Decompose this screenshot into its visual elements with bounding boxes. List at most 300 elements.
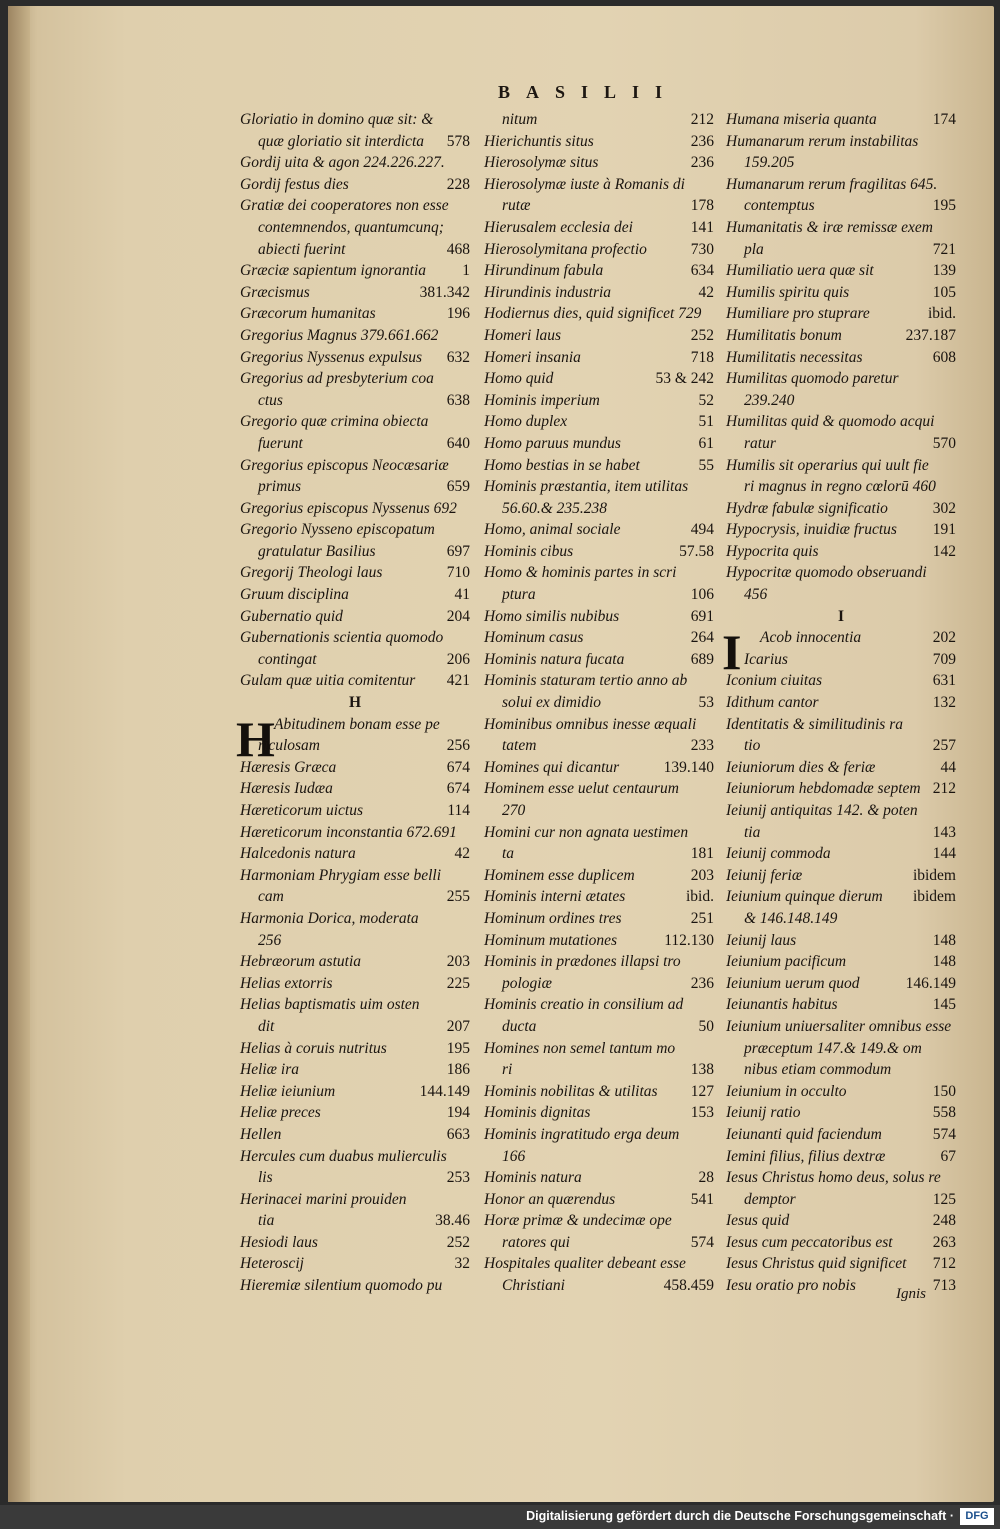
entry-page-number: 41	[454, 586, 470, 604]
entry-page-number: ibidem	[912, 888, 956, 906]
entry-text: H	[348, 694, 362, 712]
index-entry	[484, 282, 714, 304]
index-entry	[240, 649, 470, 671]
index-entry	[240, 195, 470, 217]
index-entry	[726, 865, 956, 887]
entry-text: Hypocritæ quomodo obseruandi	[726, 564, 927, 582]
entry-text: Iemini filius, filius dextræ	[726, 1147, 886, 1165]
index-entry	[484, 455, 714, 477]
entry-page-number: 42	[454, 845, 470, 863]
entry-page-number: 631	[932, 672, 956, 690]
index-entry	[240, 778, 470, 800]
entry-text: Halcedonis natura	[240, 845, 356, 863]
entry-text: Hierosolymæ iuste à Romanis di	[484, 175, 685, 193]
entry-text: Hospitales qualiter debeant esse	[484, 1255, 686, 1273]
entry-page-number: 194	[446, 1104, 470, 1122]
entry-text: Hercules cum duabus mulierculis	[240, 1147, 447, 1165]
entry-text: Helias à coruis nutritus	[240, 1039, 387, 1057]
entry-page-number: 203	[446, 953, 470, 971]
index-entry	[726, 411, 956, 433]
entry-text: Ieiunium pacificum	[726, 953, 847, 971]
index-entry	[484, 822, 714, 844]
index-entry	[484, 670, 714, 692]
index-entry	[726, 951, 956, 973]
entry-page-number: 256	[446, 737, 470, 755]
entry-text: Horæ primæ & undecimæ ope	[484, 1212, 672, 1230]
index-entry	[726, 1210, 956, 1232]
entry-page-number: 148	[932, 931, 956, 949]
entry-text: cam	[258, 888, 284, 906]
entry-text: fuerunt	[258, 434, 303, 452]
entry-page-number: 381.342	[419, 283, 470, 301]
index-entry	[726, 1167, 956, 1189]
entry-text: Gloriatio in domino quæ sit: &	[240, 111, 434, 128]
index-entry	[726, 1102, 956, 1124]
index-entry	[484, 152, 714, 174]
entry-page-number: 127	[690, 1082, 714, 1100]
index-column-2	[484, 109, 714, 1297]
entry-page-number: 541	[690, 1190, 714, 1208]
entry-text: Ieiunium uerum quod	[726, 974, 860, 992]
index-entry	[484, 239, 714, 261]
index-entry	[484, 800, 714, 822]
index-entry	[240, 843, 470, 865]
entry-text: Hirundinum fabula	[484, 262, 604, 280]
entry-page-number: 663	[446, 1125, 470, 1143]
entry-text: Gordij uita & agon 224.226.227.	[240, 154, 445, 172]
index-entry	[726, 714, 956, 736]
entry-text: Heliæ preces	[240, 1104, 321, 1122]
entry-text: Hominis creatio in consilium ad	[484, 996, 684, 1014]
entry-text: Humilitatis necessitas	[726, 348, 863, 366]
entry-text: Identitatis & similitudinis ra	[726, 715, 903, 733]
index-entry	[484, 735, 714, 757]
index-entry	[240, 411, 470, 433]
index-entry	[484, 973, 714, 995]
entry-page-number: 640	[446, 434, 470, 452]
index-entry	[726, 908, 956, 930]
entry-text: Gregorio quæ crimina obiecta	[240, 413, 429, 431]
index-entry	[726, 239, 956, 261]
entry-text: Græciæ sapientum ignorantia	[240, 262, 427, 280]
entry-text: 159.205	[744, 154, 795, 172]
entry-text: Homeri insania	[484, 348, 581, 366]
entry-text: Iesus Christus homo deus, solus re	[726, 1169, 941, 1187]
index-entry	[726, 174, 956, 196]
entry-page-number: 178	[690, 197, 714, 215]
index-entry	[484, 1038, 714, 1060]
entry-page-number: 632	[446, 348, 470, 366]
index-entry	[726, 1124, 956, 1146]
index-entry	[726, 1253, 956, 1275]
book-page	[8, 6, 994, 1502]
index-entry	[484, 1253, 714, 1275]
index-entry	[726, 886, 956, 908]
index-entry	[484, 1210, 714, 1232]
index-entry	[484, 1167, 714, 1189]
entry-page-number: 38.46	[435, 1212, 470, 1230]
entry-page-number: 1	[462, 262, 470, 280]
index-entry	[484, 498, 714, 520]
entry-text: Heteroscij	[240, 1255, 304, 1273]
entry-text: Harmoniam Phrygiam esse belli	[240, 866, 442, 884]
index-entry	[726, 131, 956, 153]
entry-page-number: 196	[446, 305, 470, 323]
entry-page-number: 139	[932, 262, 956, 280]
index-entry	[726, 519, 956, 541]
index-entry	[484, 368, 714, 390]
entry-page-number: 236	[690, 154, 714, 172]
entry-page-number: 691	[690, 607, 714, 625]
entry-text: Humanitatis & iræ remissæ exem	[726, 218, 933, 236]
index-entry	[484, 519, 714, 541]
index-entry	[240, 1189, 470, 1211]
entry-page-number: 141	[690, 218, 714, 236]
index-entry	[484, 260, 714, 282]
index-entry	[726, 649, 956, 671]
entry-page-number: 112.130	[664, 931, 714, 949]
entry-text: Heliæ ira	[240, 1061, 299, 1079]
entry-text: Hominis cibus	[484, 542, 574, 560]
entry-text: Humanarum rerum fragilitas 645.	[726, 175, 938, 193]
entry-text: Hominis imperium	[484, 391, 600, 409]
index-entry	[484, 951, 714, 973]
index-entry	[240, 109, 470, 131]
entry-page-number: 206	[446, 650, 470, 668]
entry-page-number: 148	[932, 953, 956, 971]
entry-text: Hebræorum astutia	[240, 953, 361, 971]
entry-text: contemnendos, quantumcunq;	[258, 218, 444, 236]
index-entry	[240, 973, 470, 995]
entry-page-number: 53	[698, 694, 714, 712]
entry-text: præceptum 147.& 149.& om	[744, 1039, 922, 1057]
index-entry	[240, 670, 470, 692]
entry-text: Hominem esse duplicem	[484, 866, 635, 884]
entry-page-number: 558	[932, 1104, 956, 1122]
entry-text: Hæreticorum inconstantia 672.691	[240, 823, 457, 841]
entry-text: Humiliare pro stuprare	[726, 305, 870, 323]
entry-text: Hirundinis industria	[484, 283, 612, 301]
entry-text: Hominem esse uelut centaurum	[484, 780, 679, 798]
entry-page-number: 142	[932, 542, 956, 560]
index-entry	[240, 1210, 470, 1232]
entry-text: Gregorius episcopus Neocæsariæ	[240, 456, 449, 474]
entry-text: Gubernationis scientia quomodo	[240, 629, 444, 647]
entry-page-number: 32	[454, 1255, 470, 1273]
footer-credit: Digitalisierung gefördert durch die Deutsche Forschungsgemeinschaft ·	[526, 1509, 954, 1523]
index-entry	[240, 1081, 470, 1103]
entry-text: Ieiunium quinque dierum	[726, 888, 883, 906]
entry-page-number: 150	[932, 1082, 956, 1100]
entry-page-number: 252	[446, 1233, 470, 1251]
entry-text: Humiliatio uera quæ sit	[726, 262, 874, 280]
entry-text: Gregorius ad presbyterium coa	[240, 370, 434, 388]
entry-page-number: 202	[932, 629, 956, 647]
entry-text: tia	[258, 1212, 275, 1230]
index-entry	[484, 476, 714, 498]
page-gutter-edge	[8, 6, 30, 1502]
entry-page-number: 28	[698, 1169, 714, 1187]
entry-text: Humilitatis bonum	[726, 326, 842, 344]
entry-text: Helias baptismatis uim osten	[240, 996, 420, 1014]
index-entry	[726, 735, 956, 757]
index-entry	[484, 1124, 714, 1146]
entry-page-number: 634	[690, 262, 714, 280]
index-entry	[726, 1081, 956, 1103]
index-entry	[240, 951, 470, 973]
index-entry	[240, 930, 470, 952]
entry-page-number: 57.58	[679, 542, 714, 560]
entry-text: Gregorio Nysseno episcopatum	[240, 521, 435, 539]
entry-page-number: 181	[690, 845, 714, 863]
index-entry	[726, 973, 956, 995]
entry-text: contemptus	[744, 197, 815, 215]
index-entry	[240, 1253, 470, 1275]
index-entry	[726, 368, 956, 390]
entry-page-number: 144	[932, 845, 956, 863]
entry-text: nitum	[502, 111, 538, 128]
entry-text: contingat	[258, 650, 317, 668]
index-entry	[726, 195, 956, 217]
footer-bar	[0, 1505, 1000, 1529]
entry-text: Hominis natura	[484, 1169, 582, 1187]
entry-page-number: 255	[446, 888, 470, 906]
entry-text: Homeri laus	[484, 326, 562, 344]
entry-text: Ieiunij commoda	[726, 845, 831, 863]
entry-page-number: 713	[932, 1277, 956, 1295]
entry-page-number: 125	[932, 1190, 956, 1208]
index-entry	[484, 1016, 714, 1038]
index-entry	[240, 433, 470, 455]
entry-text: Gregorius Nyssenus expulsus	[240, 348, 422, 366]
index-entry	[240, 239, 470, 261]
index-entry	[484, 1081, 714, 1103]
entry-page-number: 212	[690, 111, 714, 128]
entry-page-number: 146.149	[905, 974, 956, 992]
entry-text: & 146.148.149	[744, 909, 838, 927]
index-entry	[726, 455, 956, 477]
entry-page-number: 689	[690, 650, 714, 668]
index-entry	[240, 1059, 470, 1081]
entry-text: ta	[502, 845, 515, 863]
entry-text: Hominis natura fucata	[484, 650, 625, 668]
index-entry	[484, 195, 714, 217]
index-entry	[240, 390, 470, 412]
entry-text: Herinacei marini prouiden	[240, 1190, 407, 1208]
entry-page-number: ibidem	[912, 866, 956, 884]
index-entry	[726, 1146, 956, 1168]
entry-text: nibus etiam commodum	[744, 1061, 892, 1079]
index-entry	[484, 1189, 714, 1211]
index-entry	[240, 1167, 470, 1189]
index-entry	[484, 303, 714, 325]
index-entry	[726, 1189, 956, 1211]
index-entry	[484, 131, 714, 153]
entry-page-number: 61	[698, 434, 714, 452]
entry-page-number: 578	[446, 132, 470, 150]
entry-text: Ieiunium in occulto	[726, 1082, 847, 1100]
index-entry	[240, 174, 470, 196]
entry-text: tatem	[502, 737, 537, 755]
index-entry	[484, 649, 714, 671]
entry-page-number: 574	[690, 1233, 714, 1251]
index-entry	[240, 1102, 470, 1124]
index-entry	[484, 1275, 714, 1297]
entry-page-number: 570	[932, 434, 956, 452]
entry-text: 166	[502, 1147, 526, 1165]
entry-text: Iesu oratio pro nobis	[726, 1277, 856, 1295]
entry-text: Hominis nobilitas & utilitas	[484, 1082, 658, 1100]
entry-text: Homines qui dicantur	[484, 758, 620, 776]
entry-text: Homini cur non agnata uestimen	[484, 823, 689, 841]
entry-page-number: 730	[690, 240, 714, 258]
entry-text: quæ gloriatio sit interdicta	[258, 132, 425, 150]
index-entry	[240, 908, 470, 930]
index-entry	[240, 303, 470, 325]
index-entry	[726, 1016, 956, 1038]
index-entry	[484, 714, 714, 736]
entry-page-number: 114	[447, 802, 470, 819]
entry-text: Ieiuniorum hebdomadæ septem	[726, 780, 921, 798]
entry-text: Idithum cantor	[726, 694, 819, 712]
index-entry	[240, 822, 470, 844]
drop-cap: H	[236, 710, 275, 767]
entry-page-number: 494	[690, 521, 714, 539]
entry-text: Harmonia Dorica, moderata	[240, 909, 419, 927]
index-entry	[484, 433, 714, 455]
entry-page-number: ibid.	[928, 305, 956, 323]
entry-page-number: 421	[446, 672, 470, 690]
entry-page-number: ibid.	[686, 888, 714, 906]
entry-text: ri magnus in regno cœlorū 460	[744, 478, 936, 496]
entry-text: Homo duplex	[484, 413, 568, 431]
entry-text: Hellen	[240, 1125, 282, 1143]
entry-text: Homo, animal sociale	[484, 521, 621, 539]
entry-page-number: 143	[932, 823, 956, 841]
entry-page-number: 257	[932, 737, 956, 755]
index-entry	[240, 519, 470, 541]
entry-page-number: 263	[932, 1233, 956, 1251]
index-entry	[240, 476, 470, 498]
entry-text: Hominum mutationes	[484, 931, 618, 949]
entry-text: Gregorius Magnus 379.661.662	[240, 326, 439, 344]
entry-text: Humilis spiritu quis	[726, 283, 850, 301]
index-entry	[240, 1016, 470, 1038]
entry-text: abiecti fuerint	[258, 240, 346, 258]
index-entry	[240, 347, 470, 369]
entry-page-number: 44	[940, 758, 956, 776]
entry-page-number: 710	[446, 564, 470, 582]
entry-text: pologiæ	[502, 974, 552, 992]
index-entry	[726, 260, 956, 282]
index-entry	[240, 152, 470, 174]
entry-text: Ieiunantis habitus	[726, 996, 838, 1014]
index-entry	[726, 670, 956, 692]
entry-text: Hydræ fabulæ significatio	[726, 499, 888, 517]
entry-text: Iesus quid	[726, 1212, 790, 1230]
index-entry	[726, 994, 956, 1016]
entry-text: Hominis ingratitudo erga deum	[484, 1125, 680, 1143]
entry-text: 256	[258, 931, 282, 949]
entry-page-number: 233	[690, 737, 714, 755]
entry-text: Hominum casus	[484, 629, 584, 647]
index-entry	[240, 1146, 470, 1168]
entry-text: Hominum ordines tres	[484, 909, 622, 927]
index-entry	[240, 562, 470, 584]
entry-page-number: 191	[932, 521, 956, 539]
entry-page-number: 195	[446, 1039, 470, 1057]
entry-text: Homines non semel tantum mo	[484, 1039, 676, 1057]
entry-page-number: 204	[446, 607, 470, 625]
entry-text: tia	[744, 823, 761, 841]
entry-text: riculosam	[258, 737, 320, 755]
entry-text: Hominis interni ætates	[484, 888, 626, 906]
index-entry	[726, 390, 956, 412]
entry-text: Hierichuntis situs	[484, 132, 594, 150]
entry-text: Homo paruus mundus	[484, 434, 621, 452]
index-entry	[484, 627, 714, 649]
entry-page-number: 212	[932, 780, 956, 798]
entry-text: Græcismus	[240, 283, 310, 301]
index-entry	[484, 584, 714, 606]
entry-page-number: 718	[690, 348, 714, 366]
index-entry	[240, 1232, 470, 1254]
index-entry	[726, 217, 956, 239]
index-entry	[240, 735, 470, 757]
index-entry	[484, 1232, 714, 1254]
entry-text: Hominis dignitas	[484, 1104, 591, 1122]
index-entry	[484, 778, 714, 800]
index-entry	[240, 455, 470, 477]
entry-text: Ieiunij antiquitas 142. & poten	[726, 802, 918, 819]
entry-text: Hierusalem ecclesia dei	[484, 218, 633, 236]
entry-text: ptura	[502, 586, 536, 604]
index-entry	[726, 843, 956, 865]
index-entry	[240, 994, 470, 1016]
index-entry	[484, 692, 714, 714]
entry-page-number: 106	[690, 586, 714, 604]
index-entry	[240, 865, 470, 887]
entry-text: Honor an quærendus	[484, 1190, 616, 1208]
entry-text: ratur	[744, 434, 776, 452]
entry-page-number: 52	[698, 391, 714, 409]
entry-page-number: 51	[698, 413, 714, 431]
entry-page-number: 174	[932, 111, 956, 128]
entry-page-number: 138	[690, 1061, 714, 1079]
entry-text: Hæresis Iudæa	[240, 780, 333, 798]
index-entry	[240, 757, 470, 779]
index-entry	[240, 498, 470, 520]
entry-text: gratulatur Basilius	[258, 542, 376, 560]
entry-page-number: 252	[690, 326, 714, 344]
index-entry	[484, 930, 714, 952]
index-entry	[484, 541, 714, 563]
index-entry	[484, 994, 714, 1016]
entry-text: ctus	[258, 391, 283, 409]
entry-page-number: 458.459	[663, 1277, 714, 1295]
index-entry	[726, 562, 956, 584]
entry-text: dit	[258, 1017, 275, 1035]
entry-text: Ieiunium uniuersaliter omnibus esse	[726, 1017, 952, 1035]
index-entry	[240, 1038, 470, 1060]
index-entry	[484, 562, 714, 584]
entry-text: Hæresis Græca	[240, 758, 337, 776]
index-entry	[484, 411, 714, 433]
entry-page-number: 709	[932, 650, 956, 668]
entry-text: Iconium ciuitas	[726, 672, 822, 690]
entry-page-number: 468	[446, 240, 470, 258]
entry-page-number: 207	[446, 1017, 470, 1035]
